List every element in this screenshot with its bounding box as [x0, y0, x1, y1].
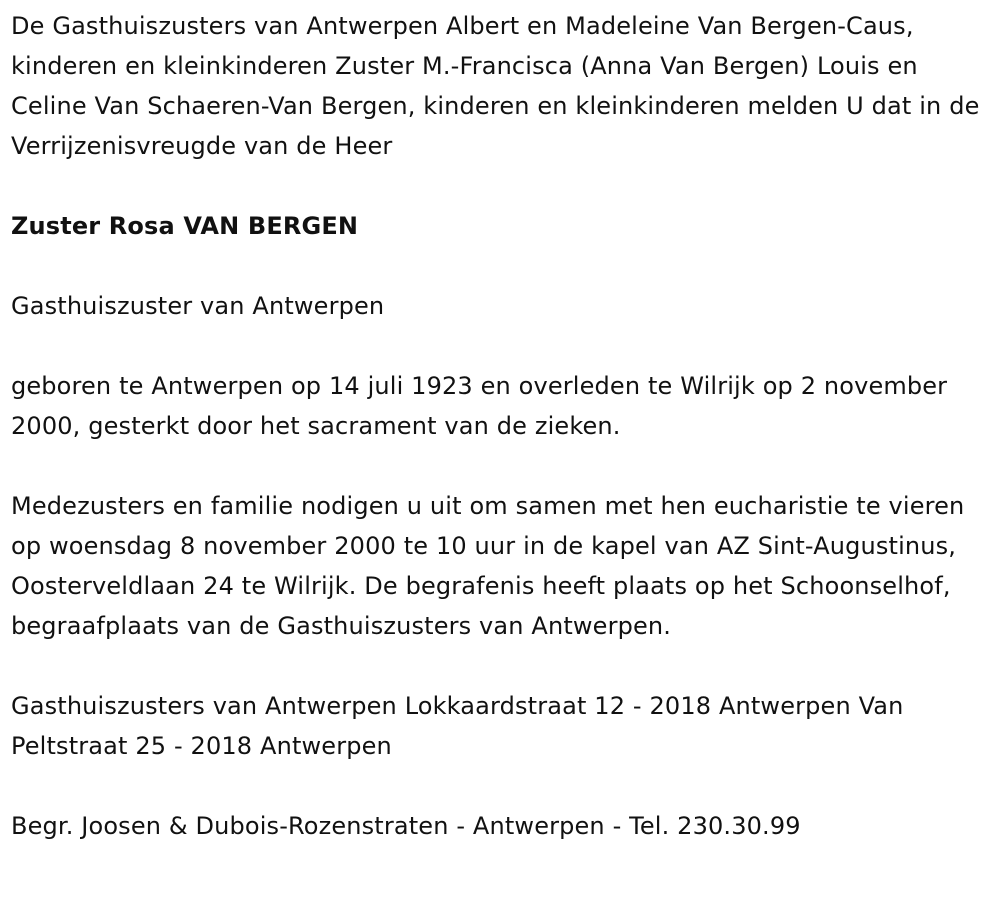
birth-death-paragraph: geboren te Antwerpen op 14 juli 1923 en overleden te Wilrijk op 2 november 2000, gesterkt door het sacrament van de zieken.	[11, 372, 948, 440]
service-paragraph: Medezusters en familie nodigen u uit om samen met hen eucharistie te vieren op woensdag 8 november 2000 te 10 uur in de kapel van AZ Sint-Augustinus, Oosterveldlaan 24 te Wilrijk. De begrafenis heeft plaats op het Schoonselhof, begraafplaats van de Gasthuiszusters van Antwerpen.	[11, 492, 965, 640]
undertaker-line: Begr. Joosen & Dubois-Rozenstraten - Antwerpen - Tel. 230.30.99	[11, 812, 801, 840]
intro-paragraph: De Gasthuiszusters van Antwerpen Albert en Madeleine Van Bergen-Caus, kinderen en kleinkinderen Zuster M.-Francisca (Anna Van Bergen) Louis en Celine Van Schaeren-Van Bergen, kinderen en kleinkinderen melden U dat in de Verrijzenisvreugde van de Heer	[11, 12, 980, 160]
addresses-paragraph: Gasthuiszusters van Antwerpen Lokkaardstraat 12 - 2018 Antwerpen Van Peltstraat 25 - 2018 Antwerpen	[11, 692, 904, 760]
role-line: Gasthuiszuster van Antwerpen	[11, 292, 385, 320]
deceased-name: Zuster Rosa VAN BERGEN	[11, 212, 359, 240]
